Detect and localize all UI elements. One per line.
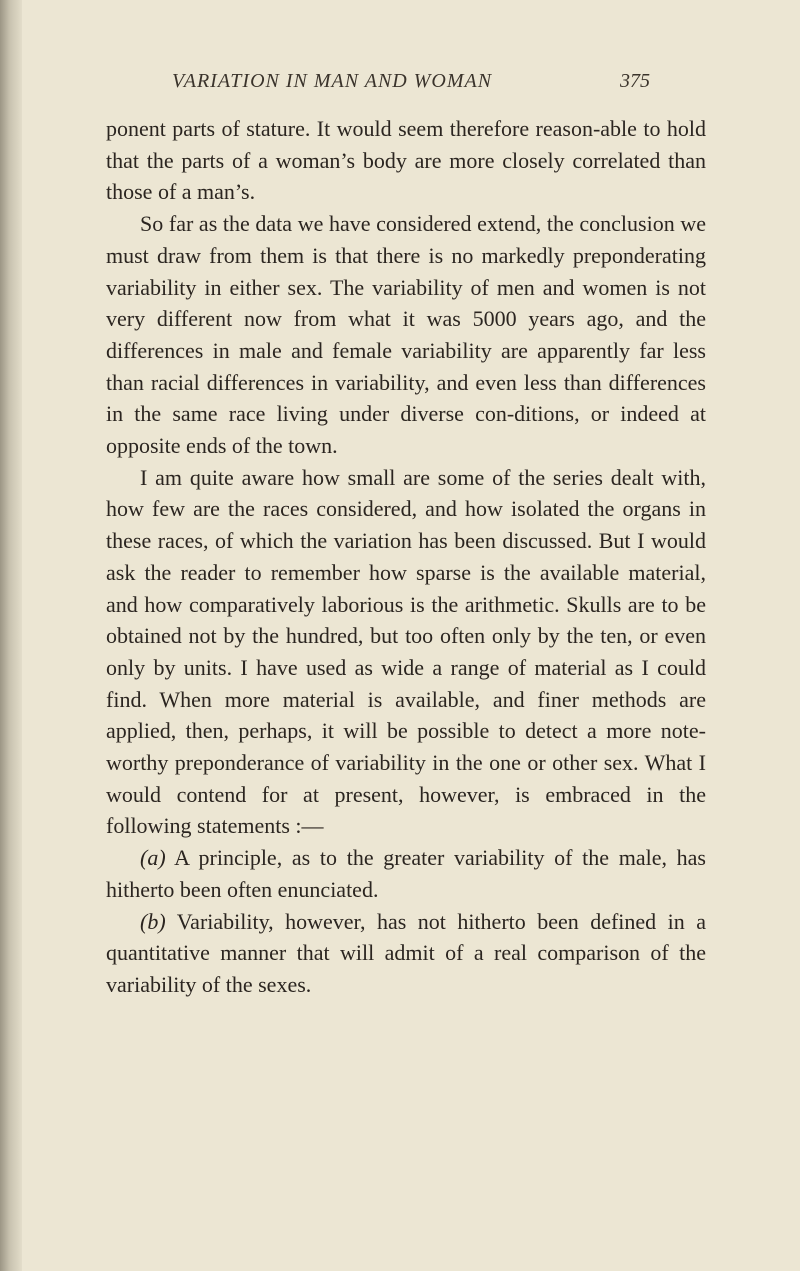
- paragraph: I am quite aware how small are some of the series dealt with, how few are the races considered, and how isolated the organs in these races, of which the variation has been discussed. But I would ask the reader to remember how sparse is the available material, and how comparatively laborious is the arithmetic. Skulls are to be obtained not by the hundred, but too often only by the ten, or even only by units. I have used as wide a range of material as I could find. When more material is available, and finer methods are applied, then, perhaps, it will be possible to detect a more note-worthy preponderance of variability in the one or other sex. What I would contend for at present, however, is embraced in the following statements :—: [106, 464, 706, 839]
- statement-item-b: [106, 906, 706, 1001]
- page-number: 375: [620, 70, 650, 92]
- running-title: VARIATION IN MAN AND WOMAN: [172, 70, 493, 92]
- item-label: (a): [140, 845, 166, 871]
- paragraph-continuation: ponent parts of stature. It would seem therefore reason-able to hold that the parts of a woman’s body are more closely correlated than those of a man’s.: [106, 116, 706, 205]
- statement-item-a: [106, 842, 706, 905]
- body-text: [106, 113, 706, 1001]
- item-text: Variability, however, has not hitherto been defined in a quantitative manner that will admit of a real comparison of the variability of the sexes.: [106, 908, 706, 997]
- book-spine-shadow: [0, 0, 22, 1271]
- item-label: (b): [140, 908, 166, 934]
- item-text: A principle, as to the greater variability of the male, has hitherto been often enunciated.: [106, 845, 706, 902]
- paragraph: So far as the data we have considered extend, the conclusion we must draw from them is that there is no markedly preponderating variability in either sex. The variability of men and women is not very different now from what it was 5000 years ago, and the differences in male and female variability are apparently far less than racial differences in variability, and even less than differences in the same race living under diverse con-ditions, or indeed at opposite ends of the town.: [106, 211, 706, 459]
